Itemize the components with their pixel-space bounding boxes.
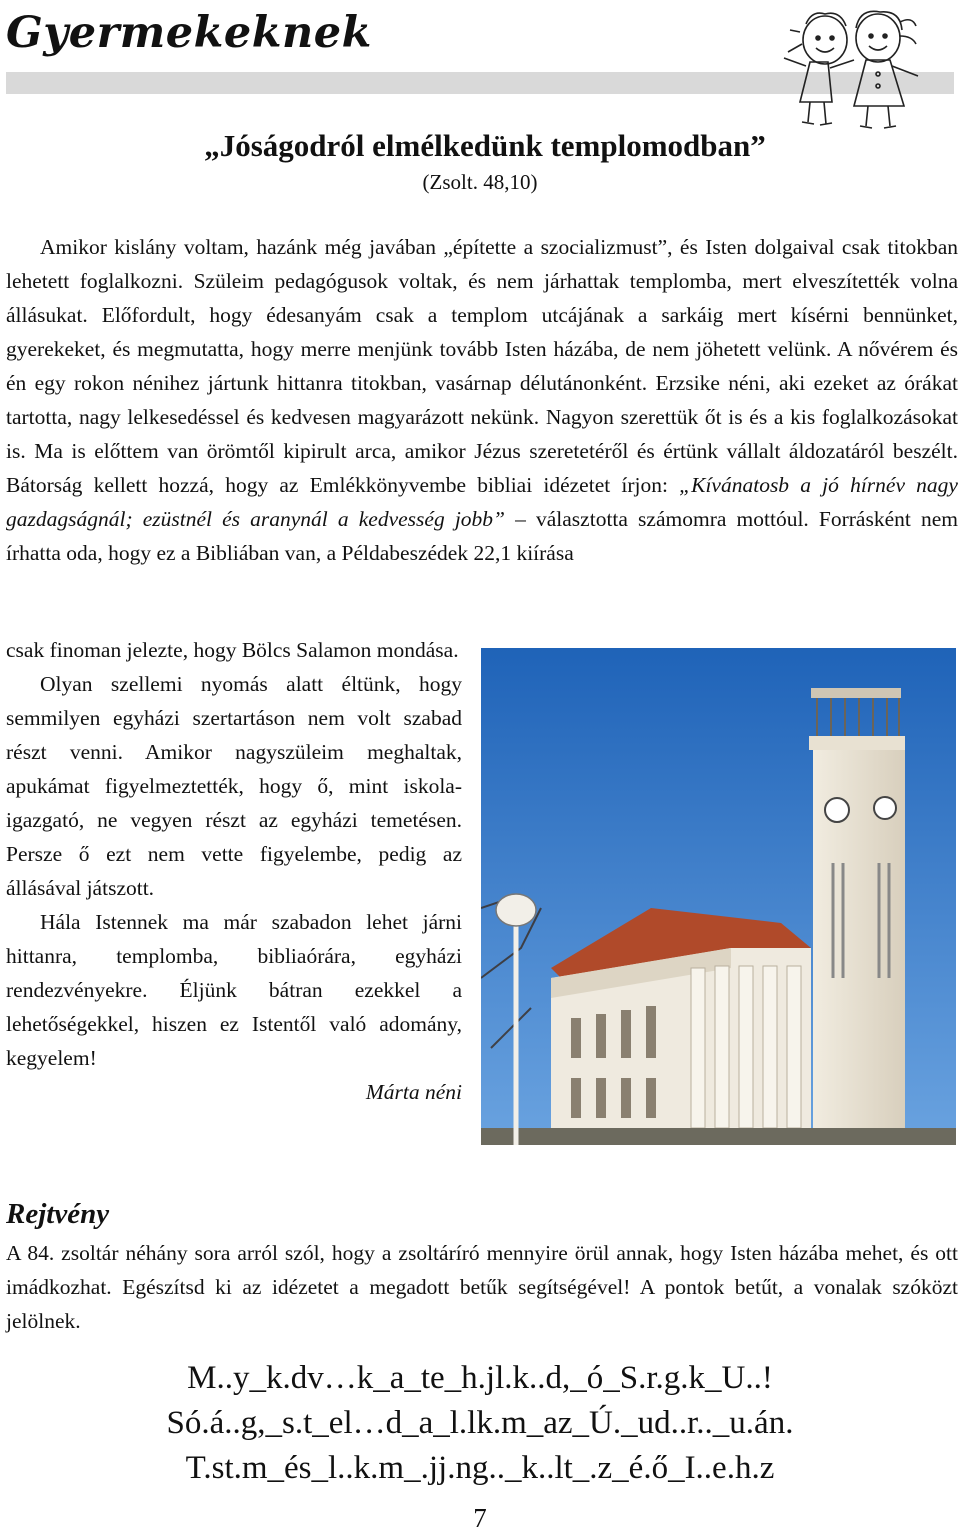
signature: Márta néni — [365, 1080, 462, 1104]
article-body — [6, 230, 958, 570]
paragraph-3: Hála Istennek ma már szabadon lehet járni hittanra, templomba, bibliaórára, egyházi rendezvényekre. Éljünk bátran ezekkel a lehetőségekkel, hiszen ez Istentől való adomány, kegyelem! — [6, 910, 462, 1070]
section-title: Gyermekeknek — [6, 8, 372, 58]
puzzle-line-2: Só.á..g,_s.t_el…d_a_l.lk.m_az_Ú._ud..r.._u.án. — [166, 1405, 794, 1441]
kids-illustration — [770, 2, 930, 132]
puzzle-lines — [0, 1356, 960, 1491]
paragraph-1: Amikor kislány voltam, hazánk még javában „építette a szocializmust”, és Isten dolgaival csak titokban lehetett foglalkozni. Szüleim pedagógusok voltak, és nem járhattak templomba, mert elveszítették volna állásukat. Előfordult, hogy édesanyám csak a templom utcájának a sarkáig mert kísérni bennünket, gyerekeket, és megmutatta, hogy merre menjünk tovább Isten házába, de nem jöhetett velünk. A nővérem és én egy rokon nénihez jártunk hittanra titokban, vasárnap délutánonként. Erzsike néni, aki ezeket az órákat tartotta, nagy lelkesedéssel és kedvesen magyarázott nekünk. Nagyon szerettük őt is és a kis foglalkozásokat is. Ma is előttem van örömtől kipirult arca, amikor Jézus szeretetéről és értünk vállalt áldozatáról beszélt. Bátorság kellett hozzá, hogy az Emlékkönyvembe bibliai idézetet írjon: „Kívánatosb a jó hírnév nagy gazdagságnál; ezüstnél és aranynál a kedvesség jobb” – választotta számomra mottóul. Forrásként nem írhatta oda, hogy ez a Bibliában van, a Példabeszédek 22,1 kiírása — [6, 235, 958, 565]
puzzle-line-3: T.st.m_és_l..k.m_.jj.ng.._k..lt_.z_é.ő_I..e.h.z — [185, 1450, 775, 1486]
bible-quote: „Kívánatosb a jó hírnév nagy gazdagságnál; ezüstnél és aranynál a kedvesség jobb” — [6, 473, 958, 531]
article-reference: (Zsolt. 48,10) — [422, 170, 538, 194]
left-column — [6, 633, 462, 1109]
paragraph-2: Olyan szellemi nyomás alatt éltünk, hogy semmilyen egyházi szertartáson nem volt szabad részt venni. Amikor nagyszüleim meghaltak, apukámat figyelmeztették, hogy ő, mint iskola-igazgató, ne vegyen részt az egyházi temetésen. Persze ő ezt nem vette figyelembe, pedig az állásával játszott. — [6, 672, 462, 900]
puzzle-text: A 84. zsoltár néhány sora arról szól, hogy a zsoltáríró mennyire örül annak, hogy Isten házába mehet, és ott imádkozhat. Egészítsd ki az idézetet a megadott betűk segítségével! A pontok betűt, a vonalak szóközt jelölnek. — [6, 1241, 958, 1333]
puzzle-title: Rejtvény — [6, 1198, 110, 1230]
paragraph-1-end: csak finoman jelezte, hogy Bölcs Salamon mondása. — [6, 638, 459, 662]
puzzle-line-1: M..y_k.dv…k_a_te_h.jl.k..d,_ó_S.r.g.k_U..! — [187, 1360, 773, 1396]
page-number: 7 — [473, 1503, 487, 1533]
article-title: „Jóságodról elmélkedünk templomodban” — [204, 128, 766, 163]
church-photo — [481, 648, 956, 1145]
